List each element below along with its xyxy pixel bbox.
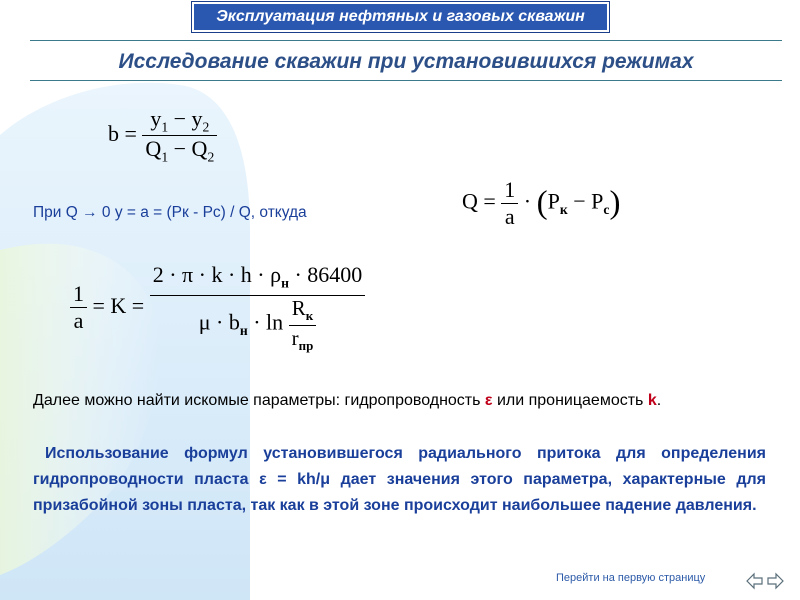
header-title: Эксплуатация нефтяных и газовых скважин [216,8,585,25]
mu-symbol: μ [320,471,331,488]
formula-k [70,262,365,354]
formula-q-lhs: Q = [462,188,496,214]
formula-k-numerator: $2 \cdot \pi \cdot k \cdot h \cdot \rho_н \cdot 86400$ [152,262,363,291]
paragraph-usage: Использование формул установившегося радиального притока для определения гидропроводности пласта ε = kh/μ дает значения этого параметра, характерные для призабойной зоны пласта, так как в этой зоне происходит наибольшее падение давления. [33,445,767,514]
formula-b-denominator: $Q_1 - Q_2$ [145,136,215,165]
header-bar [192,2,609,32]
formula-b-numerator: $y_1 - y_2$ [150,106,210,135]
title-divider [30,80,782,81]
formula-q-fraction: $\frac{1}{a}$ [501,177,518,230]
arrow-right-icon[interactable] [764,570,786,592]
formula-k-left-fraction: $\frac{1}{a}$ [70,281,87,334]
formula-b-lhs: b = [108,120,137,146]
paragraph-parameters: Далее можно найти искомые параметры: гидропроводность ε или проницаемость k. [33,392,662,409]
first-page-link[interactable]: Перейти на первую страницу [556,572,706,584]
formula-k-denominator: $\mu \cdot b_н \cdot \ln$ $\frac{R_к}{r_{пр}}$ [196,296,320,353]
formula-b [108,106,217,166]
top-divider [30,40,782,41]
page-title: Исследование скважин при установившихся режимах [118,50,694,73]
epsilon-symbol-2: ε [259,471,267,488]
k-symbol: k [647,392,657,409]
formula-q: Q = $\frac{1}{a}$ · $(P_к - P_с)$ [462,177,621,229]
arrow-left-icon[interactable] [744,570,766,592]
condition-text: При Q → 0 y = a = (Pк - Pc) / Q, откуда [33,204,307,221]
formula-q-dot: · [523,188,532,214]
formula-k-equals: = K = [92,292,145,318]
formula-k-main-fraction [150,262,366,354]
epsilon-symbol: ε [484,392,493,409]
formula-k-ratio: $\frac{R_к}{r_{пр}}$ [289,296,317,353]
formula-b-fraction [142,106,217,166]
